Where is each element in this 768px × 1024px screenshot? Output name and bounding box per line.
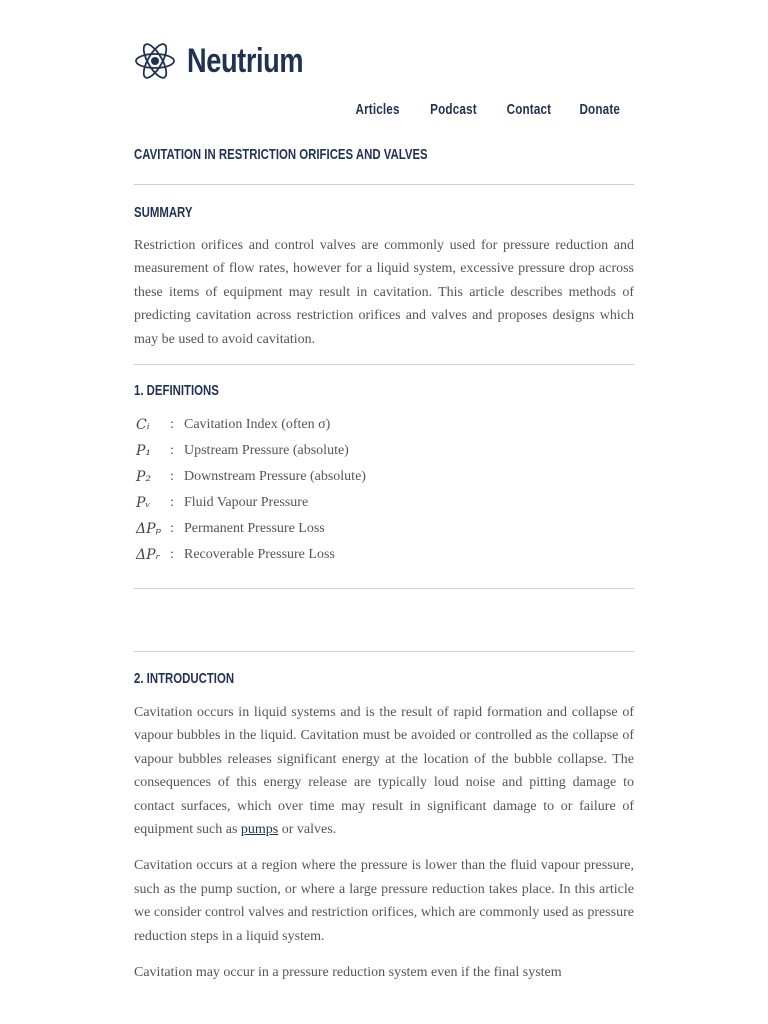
definition-symbol: P₂ xyxy=(136,469,152,486)
intro-paragraph-2: Cavitation occurs at a region where the pressure is lower than the fluid vapour pressure, such as the pump suction, or where a large pressure reduction takes place. In this article we consider control valves and restriction orifices, which are commonly used as pressure reduction steps in a liquid system. xyxy=(134,858,634,944)
definition-colon: : xyxy=(170,469,174,485)
site-name: Neutrium xyxy=(187,41,304,80)
definition-symbol: P₁ xyxy=(136,443,152,460)
definition-desc: Fluid Vapour Pressure xyxy=(184,495,309,511)
intro-paragraph-1 xyxy=(134,701,634,841)
introduction-heading: 2. INTRODUCTION xyxy=(134,670,235,688)
definition-colon: : xyxy=(170,521,174,537)
definition-colon: : xyxy=(170,443,174,459)
intro-text: or valves. xyxy=(278,822,337,838)
definition-symbol: Cᵢ xyxy=(136,417,150,434)
divider xyxy=(134,184,634,185)
definitions-list xyxy=(134,412,634,568)
nav-podcast[interactable]: Podcast xyxy=(430,101,477,118)
definition-desc: Permanent Pressure Loss xyxy=(184,521,325,537)
definition-item xyxy=(134,438,634,464)
intro-paragraph-3: Cavitation may occur in a pressure reduction system even if the final system xyxy=(134,965,562,981)
main-nav xyxy=(343,101,620,118)
definition-symbol: ΔPₚ xyxy=(136,521,162,538)
definition-desc: Downstream Pressure (absolute) xyxy=(184,469,366,485)
definition-colon: : xyxy=(170,417,174,433)
site-logo[interactable] xyxy=(133,38,332,84)
definition-item xyxy=(134,490,634,516)
summary-heading: SUMMARY xyxy=(134,204,193,221)
article-title: CAVITATION IN RESTRICTION ORIFICES AND VALVES xyxy=(134,146,428,163)
article-content xyxy=(134,146,634,985)
divider xyxy=(134,364,634,365)
atom-icon xyxy=(133,39,177,83)
definition-desc: Recoverable Pressure Loss xyxy=(184,547,335,563)
definition-colon: : xyxy=(170,547,174,563)
divider xyxy=(134,588,634,589)
definition-item xyxy=(134,412,634,438)
nav-articles[interactable]: Articles xyxy=(355,101,400,118)
definition-item xyxy=(134,542,634,568)
definition-symbol: Pᵥ xyxy=(136,495,151,512)
definition-colon: : xyxy=(170,495,174,511)
definition-desc: Upstream Pressure (absolute) xyxy=(184,443,349,459)
divider xyxy=(134,651,634,652)
definition-desc: Cavitation Index (often σ) xyxy=(184,417,331,433)
nav-donate[interactable]: Donate xyxy=(579,101,620,118)
definition-item xyxy=(134,464,634,490)
definitions-heading: 1. DEFINITIONS xyxy=(134,382,219,400)
definition-symbol: ΔPᵣ xyxy=(136,547,161,564)
definition-item xyxy=(134,516,634,542)
nav-contact[interactable]: Contact xyxy=(506,101,551,118)
summary-text: Restriction orifices and control valves are commonly used for pressure reduction and measurement of flow rates, however for a liquid system, excessive pressure drop across these items of equipment may result in cavitation. This article describes methods of predicting cavitation across restriction orifices and valves and proposes designs which may be used to avoid cavitation. xyxy=(134,238,634,347)
pumps-link[interactable]: pumps xyxy=(240,822,279,838)
intro-text: Cavitation occurs in liquid systems and is the result of rapid formation and collapse of vapour bubbles in the liquid. Cavitation must be avoided or controlled as the collapse of vapour bubbles releases significant energy at the location of the bubble collapse. The consequences of this energy release are typically loud noise and pitting damage to contact surfaces, which over time may result in significant damage to or failure of equipment such as xyxy=(134,705,634,838)
